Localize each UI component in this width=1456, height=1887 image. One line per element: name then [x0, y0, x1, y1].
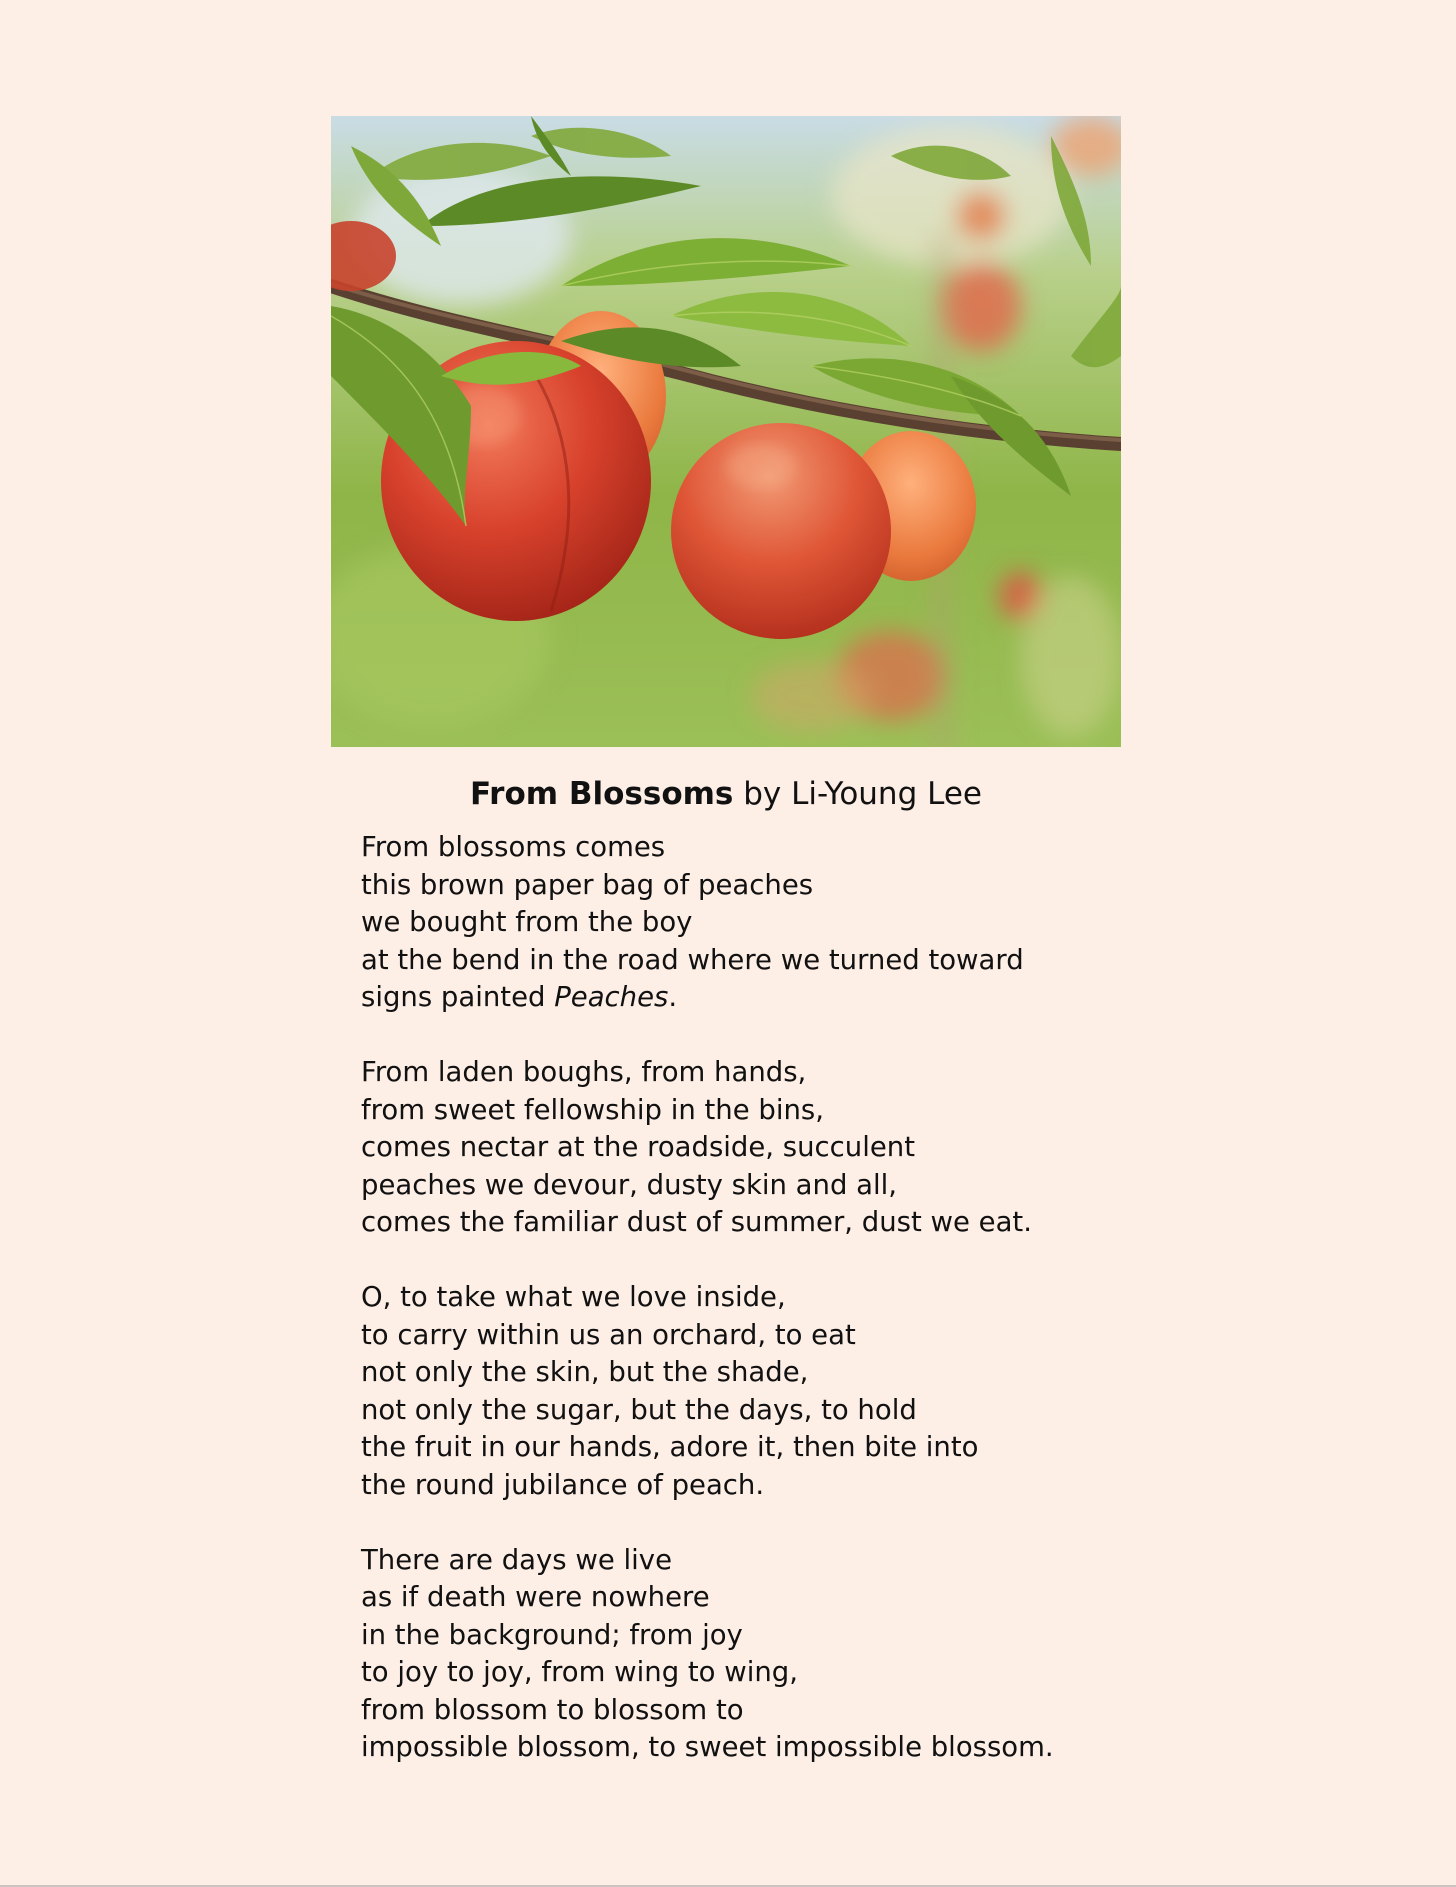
poem-line [361, 1617, 1121, 1655]
stanza [361, 1542, 1121, 1767]
poem-line-text: comes the familiar dust of summer, dust we eat. [361, 1206, 1032, 1238]
stanza [361, 829, 1121, 1017]
peach-photo [331, 116, 1121, 747]
poem-line [361, 1317, 1121, 1355]
poem-byline: by Li-Young Lee [743, 776, 982, 812]
poem-line [361, 1429, 1121, 1467]
poem-line-text: this brown paper bag of peaches [361, 868, 814, 901]
poem-line-text: comes nectar at the roadside, succulent [361, 1131, 915, 1163]
poem-line-text: signs painted [361, 981, 555, 1013]
poem-line-punctuation: . [668, 981, 678, 1013]
poem-line-text: we bought from the boy [361, 906, 693, 938]
stanza [361, 1054, 1121, 1242]
stanza [361, 1279, 1121, 1504]
poem-line-text: as if death were nowhere [361, 1581, 710, 1613]
poem-line [361, 1129, 1121, 1167]
poem-line-text: From blossoms comes [361, 831, 666, 863]
poem-line-text: From laden boughs, from hands, [361, 1056, 807, 1088]
poem-line [361, 1692, 1121, 1730]
poem-line [361, 942, 1121, 980]
poem-line-text: at the bend in the road where we turned toward [361, 943, 1024, 976]
poem-line-text: the round jubilance of peach. [361, 1468, 765, 1501]
poem-heading [331, 772, 1121, 816]
poem-line [361, 979, 1121, 1017]
poem-title: From Blossoms [469, 776, 734, 812]
poem-line-text: to joy to joy, from wing to wing, [361, 1656, 799, 1688]
poem-line-text: There are days we live [361, 1543, 672, 1576]
emphasized-word: Peaches [554, 981, 669, 1013]
poem-line [361, 1092, 1121, 1130]
poem-line [361, 1167, 1121, 1205]
poem-body [361, 829, 1121, 1767]
poem-line [361, 1204, 1121, 1242]
poem-line-text: peaches we devour, dusty skin and all, [361, 1168, 898, 1201]
poem-line-text: in the background; from joy [361, 1618, 743, 1651]
poem-line-text: not only the skin, but the shade, [361, 1356, 809, 1388]
poem-line [361, 1579, 1121, 1617]
poem-line [361, 1467, 1121, 1505]
poem-line-text: from blossom to blossom to [361, 1693, 744, 1726]
poem-line [361, 867, 1121, 905]
poem-line [361, 1392, 1121, 1430]
poem-line-text: from sweet fellowship in the bins, [361, 1093, 824, 1126]
poem-line [361, 1279, 1121, 1317]
poem-line [361, 829, 1121, 867]
poem-line [361, 1542, 1121, 1580]
poem-line [361, 1054, 1121, 1092]
poem-line-text: O, to take what we love inside, [361, 1281, 786, 1313]
poem-line [361, 904, 1121, 942]
poem-line [361, 1354, 1121, 1392]
poem-line-text: not only the sugar, but the days, to hold [361, 1393, 917, 1426]
poem-line [361, 1654, 1121, 1692]
poem-line-text: impossible blossom, to sweet impossible blossom. [361, 1731, 1054, 1763]
poem-line [361, 1729, 1121, 1767]
poem-line-text: to carry within us an orchard, to eat [361, 1318, 856, 1351]
poem-line-text: the fruit in our hands, adore it, then bite into [361, 1431, 979, 1463]
